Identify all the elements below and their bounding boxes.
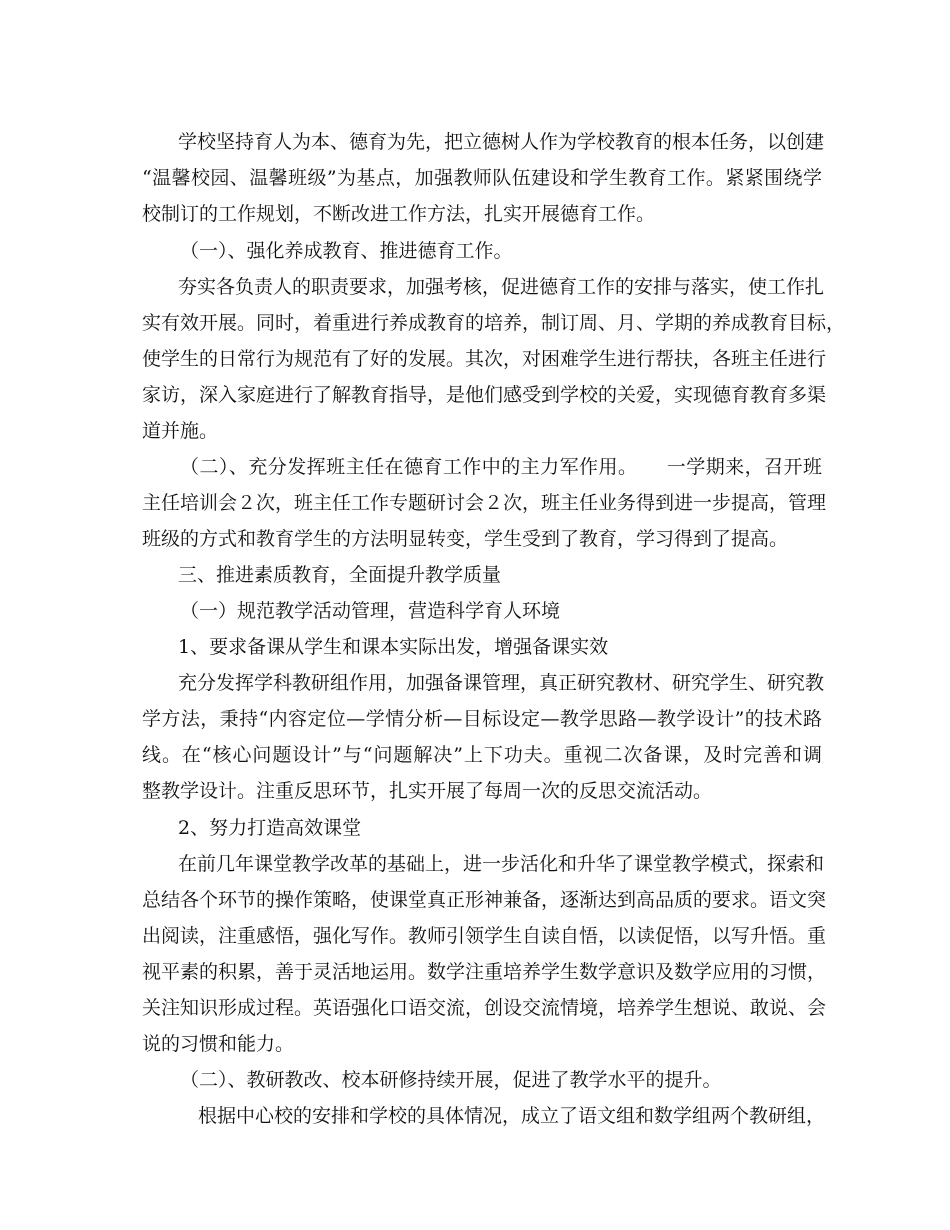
section-heading-2: 三、推进素质教育，全面提升教学质量 (178, 564, 502, 586)
paragraph-1-line-3: 校制订的工作规划，不断改进工作方法，扎实开展德育工作。 (142, 203, 656, 225)
paragraph-4-line-3: 线。在“核心问题设计”与“问题解决”上下功夫。重视二次备课，及时完善和调 (142, 744, 822, 766)
paragraph-3-line-3: 班级的方式和教育学生的方法明显转变，学生受到了教育，学习得到了提高。 (142, 528, 789, 550)
section-heading-4: 1、要求备课从学生和课本实际出发，增强备课实效 (178, 636, 609, 658)
section-heading-6: （二）、教研教改、校本研修持续开展，促进了教学水平的提升。 (180, 1069, 722, 1091)
paragraph-5-line-4: 视平素的积累，善于灵活地运用。数学注重培养学生数学意识及数学应用的习惯， (142, 961, 827, 983)
section-heading-1: （一）、强化养成教育、推进德育工作。 (180, 240, 513, 262)
paragraph-2-line-3: 使学生的日常行为规范有了好的发展。其次，对困难学生进行帮扶，各班主任进行 (142, 348, 827, 370)
paragraph-4-line-1: 充分发挥学科教研组作用，加强备课管理，真正研究教材、研究学生、研究教 (178, 672, 825, 694)
paragraph-3-line-2: 主任培训会２次，班主任工作专题研讨会２次，班主任业务得到进一步提高，管理 (142, 492, 827, 514)
paragraph-4-line-4: 整教学设计。注重反思环节，扎实开展了每周一次的反思交流活动。 (142, 780, 713, 802)
paragraph-5-line-1: 在前几年课堂教学改革的基础上，进一步活化和升华了课堂教学模式，探索和 (178, 853, 825, 875)
paragraph-5-line-3: 出阅读，注重感悟，强化写作。教师引领学生自读自悟，以读促悟，以写升悟。重 (142, 925, 827, 947)
paragraph-6-line-1: 根据中心校的安排和学校的具体情况，成立了语文组和数学组两个教研组， (198, 1105, 826, 1127)
section-heading-5: 2、努力打造高效课堂 (178, 817, 362, 839)
paragraph-5-line-5: 关注知识形成过程。英语强化口语交流，创设交流情境，培养学生想说、敢说、会 (142, 997, 827, 1019)
paragraph-4-line-2: 学方法，秉持“内容定位—学情分析—目标设定—教学思路—教学设计”的技术路 (142, 708, 822, 730)
paragraph-1-line-1: 学校坚持育人为本、德育为先，把立德树人作为学校教育的根本任务，以创建 (178, 131, 825, 153)
paragraph-2-line-2: 实有效开展。同时，着重进行养成教育的培养，制订周、月、学期的养成教育目标， (142, 312, 846, 334)
paragraph-5-line-6: 说的习惯和能力。 (142, 1033, 295, 1055)
paragraph-3-line-1: （二）、充分发挥班主任在德育工作中的主力军作用。 一学期来，召开班 (180, 456, 822, 478)
section-heading-3: （一）规范教学活动管理，营造科学育人环境 (180, 600, 561, 622)
paragraph-2-line-5: 道并施。 (142, 420, 219, 442)
paragraph-1-line-2: “温馨校园、温馨班级”为基点，加强教师队伍建设和学生教育工作。紧紧围绕学 (142, 167, 822, 189)
paragraph-5-line-2: 总结各个环节的操作策略，使课堂真正形神兼备，逐渐达到高品质的要求。语文突 (142, 889, 827, 911)
paragraph-2-line-1: 夯实各负责人的职责要求，加强考核，促进德育工作的安排与落实，使工作扎 (178, 276, 825, 298)
paragraph-2-line-4: 家访，深入家庭进行了解教育指导，是他们感受到学校的关爱，实现德育教育多渠 (142, 384, 827, 406)
